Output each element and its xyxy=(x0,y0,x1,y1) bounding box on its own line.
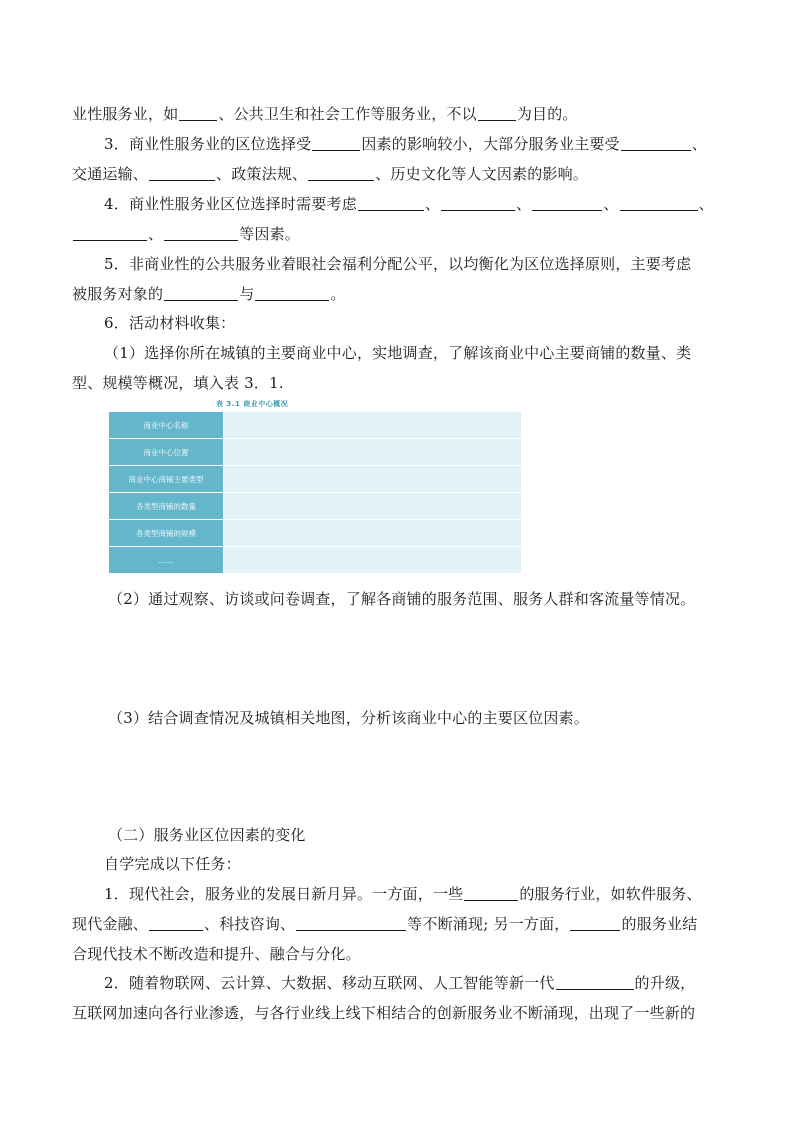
row-value-cell[interactable] xyxy=(224,547,522,574)
text-line: 、 等因素。 xyxy=(72,224,732,244)
text-line: 自学完成以下任务： xyxy=(104,855,241,873)
text-line: 4．商业性服务业区位选择时需要考虑 、 、 、 、 xyxy=(104,195,714,213)
table-row xyxy=(109,520,522,547)
blank[interactable] xyxy=(620,194,698,211)
blank[interactable] xyxy=(556,973,634,990)
blank[interactable] xyxy=(358,194,424,211)
table-caption: 表 3.1 商业中心概况 xyxy=(216,400,289,408)
blank[interactable] xyxy=(621,134,691,151)
row-value-cell[interactable] xyxy=(224,412,522,439)
blank[interactable] xyxy=(308,164,374,181)
text-line: 型、规模等概况，填入表 3．1. xyxy=(72,374,284,392)
blank[interactable] xyxy=(164,284,238,301)
blank[interactable] xyxy=(478,104,516,121)
blank[interactable] xyxy=(149,914,203,931)
row-value-cell[interactable] xyxy=(224,520,522,547)
table-row xyxy=(109,412,522,439)
text-line: （1）选择你所在城镇的主要商业中心，实地调查，了解该商业中心主要商铺的数量、类 xyxy=(104,344,692,362)
blank[interactable] xyxy=(255,284,329,301)
row-header: 各类型商铺的数量 xyxy=(109,493,224,520)
blank[interactable] xyxy=(73,224,147,241)
text-line: 6．活动材料收集： xyxy=(104,314,236,332)
row-value-cell[interactable] xyxy=(224,466,522,493)
row-header: …… xyxy=(109,547,224,574)
row-header: 商业中心商铺主要类型 xyxy=(109,466,224,493)
survey-table xyxy=(108,411,522,574)
text-line: 合现代技术不断改造和提升、融合与分化。 xyxy=(72,945,361,963)
row-header: 商业中心名称 xyxy=(109,412,224,439)
table-row xyxy=(109,547,522,574)
table-row xyxy=(109,493,522,520)
section-heading: （二）服务业区位因素的变化 xyxy=(108,826,306,844)
table-row xyxy=(109,439,522,466)
text-line: 被服务对象的 与 。 xyxy=(72,285,346,303)
blank[interactable] xyxy=(164,224,238,241)
row-value-cell[interactable] xyxy=(224,439,522,466)
text-line: 2．随着物联网、云计算、大数据、移动互联网、人工智能等新一代 的升级， xyxy=(104,974,696,992)
text-line: 互联网加速向各行业渗透，与各行业线上线下相结合的创新服务业不断涌现，出现了一些新的 xyxy=(72,1004,696,1022)
text-line: 5．非商业性的公共服务业着眼社会福利分配公平，以均衡化为区位选择原则，主要考虑 xyxy=(104,255,692,273)
row-header: 商业中心位置 xyxy=(109,439,224,466)
text-line: 交通运输、 、政策法规、 、历史文化等人文因素的影响。 xyxy=(72,165,589,183)
text-line: （3）结合调查情况及城镇相关地图，分析该商业中心的主要区位因素。 xyxy=(108,709,589,727)
blank[interactable] xyxy=(312,134,360,151)
row-value-cell[interactable] xyxy=(224,493,522,520)
text-line: 3．商业性服务业的区位选择受 因素的影响较小，大部分服务业主要受 、 xyxy=(104,135,707,153)
text-line: （2）通过观察、访谈或问卷调查，了解各商铺的服务范围、服务人群和客流量等情况。 xyxy=(108,590,696,608)
table-row xyxy=(109,466,522,493)
blank[interactable] xyxy=(441,194,515,211)
blank[interactable] xyxy=(570,914,620,931)
text-line: 现代金融、 、科技咨询、 等不断涌现; 另一方面， 的服务业结 xyxy=(72,915,698,933)
text-line: 业性服务业，如 、公共卫生和社会工作等服务业，不以 为目的。 xyxy=(72,105,578,123)
blank[interactable] xyxy=(179,104,217,121)
text-line: 1．现代社会，服务业的发展日新月异。一方面，一些 的服务行业，如软件服务、 xyxy=(104,885,702,903)
blank[interactable] xyxy=(149,164,215,181)
row-header: 各类型商铺的规模 xyxy=(109,520,224,547)
blank[interactable] xyxy=(464,884,518,901)
blank[interactable] xyxy=(296,914,406,931)
blank[interactable] xyxy=(532,194,602,211)
